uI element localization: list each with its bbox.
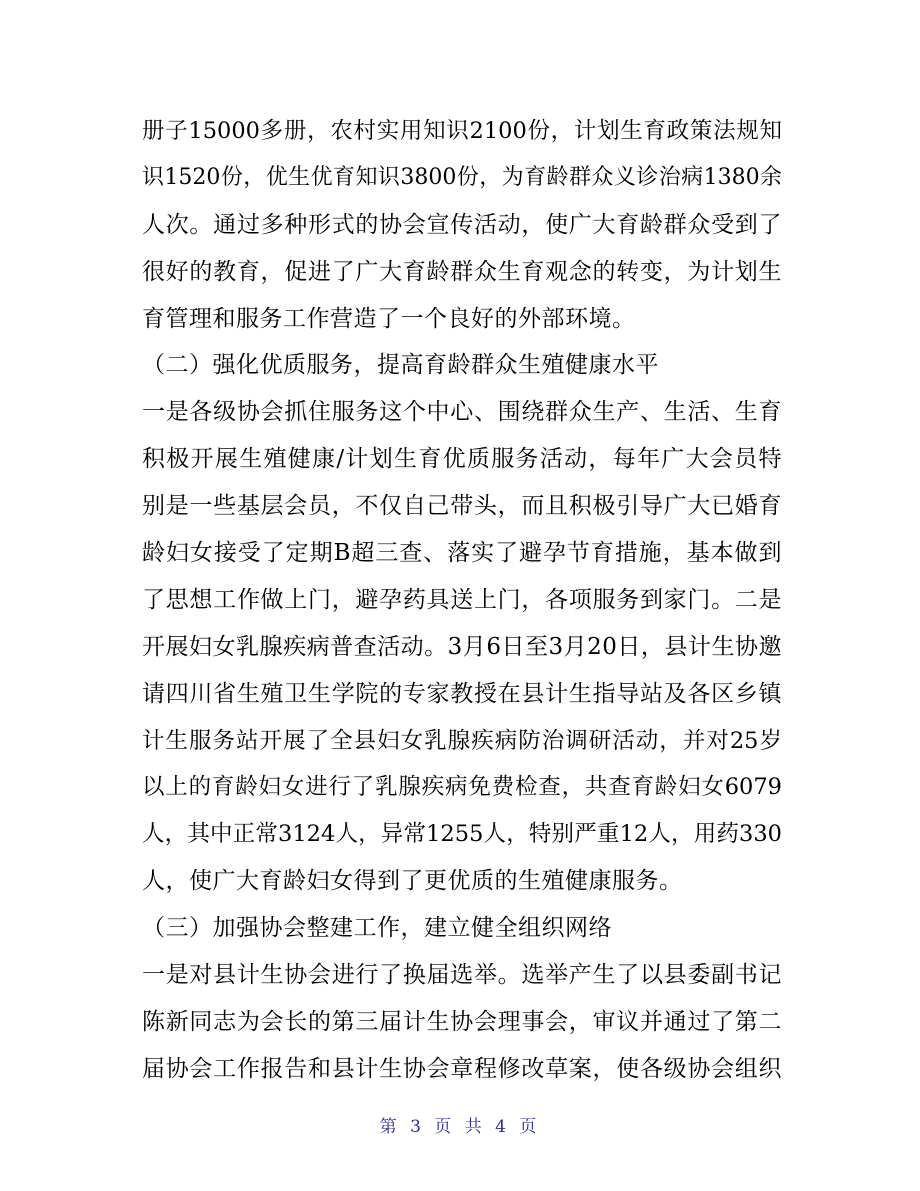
- section-heading: （二）强化优质服务，提高育龄群众生殖健康水平: [142, 352, 659, 379]
- text-line: 人次。通过多种形式的协会宣传活动，使广大育龄群众受到了: [142, 211, 782, 238]
- text-line: 人，使广大育龄妇女得到了更优质的生殖健康服务。: [142, 868, 683, 895]
- text-line: 一是各级协会抓住服务这个中心、围绕群众生产、生活、生育: [142, 399, 782, 426]
- page-footer: 第 3 页 共 4 页: [379, 1117, 541, 1137]
- text-line: 人，其中正常3124人，异常1255人，特别严重12人，用药330: [142, 821, 782, 848]
- text-line: 别是一些基层会员，不仅自己带头，而且积极引导广大已婚育: [142, 493, 782, 520]
- text-line: 很好的教育，促进了广大育龄群众生育观念的转变，为计划生: [142, 258, 782, 285]
- text-line: 届协会工作报告和县计生协会章程修改草案，使各级协会组织: [142, 1055, 782, 1082]
- section-heading: （三）加强协会整建工作，建立健全组织网络: [142, 915, 612, 942]
- text-line: 龄妇女接受了定期B超三查、落实了避孕节育措施，基本做到: [142, 540, 782, 567]
- text-line: 积极开展生殖健康/计划生育优质服务活动，每年广大会员特: [142, 446, 782, 473]
- text-line: 一是对县计生协会进行了换届选举。选举产生了以县委副书记: [142, 962, 782, 989]
- text-line: 以上的育龄妇女进行了乳腺疾病免费检查，共查育龄妇女6079: [142, 774, 782, 801]
- text-line: 开展妇女乳腺疾病普查活动。3月6日至3月20日，县计生协邀: [142, 633, 782, 660]
- text-line: 册子15000多册，农村实用知识2100份，计划生育政策法规知: [142, 118, 782, 144]
- text-line: 陈新同志为会长的第三届计生协会理事会，审议并通过了第二: [142, 1008, 782, 1035]
- text-line: 识1520份，优生优育知识3800份，为育龄群众义诊治病1380余: [142, 164, 782, 190]
- text-line: 请四川省生殖卫生学院的专家教授在县计生指导站及各区乡镇: [142, 680, 782, 707]
- text-line: 育管理和服务工作营造了一个良好的外部环境。: [142, 305, 636, 332]
- document-body: [142, 108, 782, 1093]
- text-line: 了思想工作做上门，避孕药具送上门，各项服务到家门。二是: [142, 586, 782, 613]
- text-line: 计生服务站开展了全县妇女乳腺疾病防治调研活动，并对25岁: [142, 727, 782, 754]
